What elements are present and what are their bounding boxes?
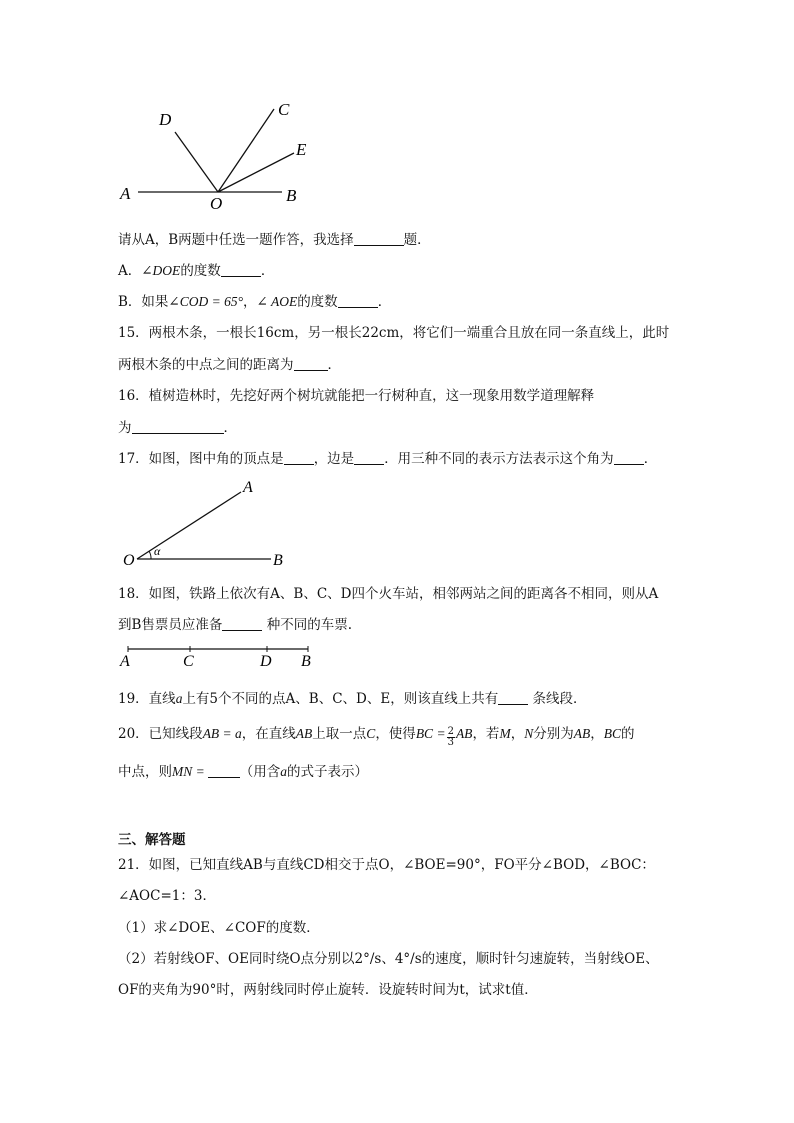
q17-text: 17．如图，图中角的顶点是 — [118, 451, 284, 467]
length-16: 16cm — [256, 325, 295, 341]
option-b-text: 的度数 — [297, 294, 338, 310]
ray-od — [175, 132, 218, 192]
answer-blank — [614, 463, 644, 465]
angle-arc — [149, 551, 151, 559]
label-a: A — [120, 184, 131, 203]
option-a-end: ． — [260, 263, 275, 279]
option-a-text: 的度数 — [180, 263, 221, 279]
q15-text: ，将它们一端重合且放在同一条直线上，此时 — [399, 325, 670, 341]
ray-oe — [218, 153, 294, 192]
figure-angle-aob — [115, 475, 295, 570]
q14-prompt-text: 请从A，B两题中任选一题作答，我选择 — [118, 232, 354, 248]
var-mn: MN = — [172, 764, 205, 779]
figure-railway-stations — [115, 640, 325, 672]
q18-text: 到B售票员应准备 — [118, 617, 223, 633]
angle-aoe: ∠ AOE — [256, 294, 298, 309]
q18-line2 — [118, 613, 352, 633]
q15-text: ，另一根长 — [294, 325, 362, 341]
frac-den: 3 — [447, 737, 454, 748]
q20-text: 的 — [620, 726, 635, 742]
q18-text: 种不同的车票. — [262, 617, 353, 633]
q20-text: ， — [590, 726, 604, 742]
q21-line4: （2）若射线OF、OE同时绕O点分别以2°/s、4°/s的速度，顺时针匀速旋转，当射线OE、 — [118, 951, 659, 967]
label-e: E — [296, 140, 307, 159]
q17-text: ．用三种不同的表示方法表示这个角为 — [384, 451, 614, 467]
label-a: A — [243, 479, 253, 496]
label-o: O — [123, 552, 135, 569]
q17-text: ，边是 — [313, 451, 355, 467]
answer-blank — [284, 463, 314, 465]
answer-blank — [208, 776, 240, 778]
section-title: 三、解答题 — [118, 832, 186, 848]
answer-blank — [354, 463, 384, 465]
label-c: C — [183, 653, 194, 670]
q16-text: 16．植树造林时，先挖好两个树坑就能把一行树种直，这一现象用数学道理解释 — [118, 388, 595, 404]
label-d: D — [159, 110, 172, 129]
label-b: B — [273, 552, 283, 569]
q20-text: 20．已知线段 — [118, 726, 203, 742]
angle-cod: ∠COD = 65° — [168, 294, 243, 309]
q20-text: 上取一点 — [312, 726, 367, 742]
q19-text: 上有5个不同的点A、B、C、D、E，则该直线上共有 — [182, 691, 499, 707]
eq-ab-a: AB = a — [202, 726, 242, 741]
length-22: 22cm — [361, 325, 400, 341]
var-ab: AB — [573, 726, 591, 741]
q20-text: （用含 — [239, 764, 281, 780]
var-n: N — [524, 726, 534, 741]
q16-line2 — [118, 416, 237, 436]
var-c: C — [366, 726, 376, 741]
label-d: D — [260, 653, 272, 670]
frac-num: 2 — [447, 726, 454, 737]
fraction-two-thirds — [447, 727, 455, 748]
q15-line2 — [118, 353, 341, 373]
option-b-label: B．如果 — [118, 294, 169, 310]
label-b: B — [286, 186, 297, 205]
q14-prompt — [118, 228, 431, 248]
q20-text: 中点，则 — [118, 764, 172, 780]
q20-text: ， — [510, 726, 525, 742]
ray-oa — [137, 492, 241, 559]
answer-blank — [338, 306, 378, 308]
label-a: A — [120, 653, 130, 670]
q19-text — [118, 687, 587, 707]
answer-blank — [354, 244, 404, 246]
var-ab: AB — [455, 726, 473, 741]
q20-text: 的式子表示） — [287, 764, 368, 780]
q16-line1 — [118, 384, 594, 404]
q14-option-b — [118, 290, 391, 310]
var-a: a — [175, 691, 183, 706]
q18-line1 — [118, 582, 658, 602]
q15-line1 — [118, 321, 669, 341]
label-o: O — [210, 194, 223, 213]
q18-text: 18．如图，铁路上依次有A、B、C、D四个火车站，相邻两站之间的距离各不相同，则从A — [118, 586, 659, 602]
q14-option-a — [118, 259, 274, 279]
var-bc: BC — [603, 726, 621, 741]
q20-text: ，若 — [472, 726, 500, 742]
q19-text: 条线段． — [528, 691, 587, 707]
q16-text: 为 — [118, 420, 132, 436]
answer-blank — [221, 275, 261, 277]
q21-line5: OF的夹角为90°时，两射线同时停止旋转．设旋转时间为t，试求t值． — [118, 982, 538, 998]
var-a: a — [280, 764, 287, 779]
q20-text: ，在直线 — [241, 726, 296, 742]
answer-blank — [294, 369, 328, 371]
q16-end: ． — [223, 420, 237, 436]
q21-line3: （1）求∠DOE、∠COF的度数． — [118, 920, 320, 936]
q20-line2 — [118, 760, 368, 780]
q17-end: ． — [643, 451, 658, 467]
q15-text: 两根木条的中点之间的距离为 — [118, 357, 294, 373]
option-b-end: ． — [377, 294, 392, 310]
var-ab: AB — [295, 726, 313, 741]
var-bc: BC = — [415, 726, 446, 741]
angle-doe: ∠DOE — [141, 263, 181, 278]
q14-prompt-end: 题． — [403, 232, 431, 248]
q19-text: 19．直线 — [118, 691, 176, 707]
q15-end: ． — [327, 357, 341, 373]
answer-blank — [498, 703, 528, 705]
q21-line1: 21．如图，已知直线AB与直线CD相交于点O，∠BOE=90°，FO平分∠BOD，∠BOC： — [118, 857, 655, 873]
q15-text: 15．两根木条，一根长 — [118, 325, 257, 341]
q17-text — [118, 447, 657, 467]
var-m: M — [499, 726, 511, 741]
q20-text: 分别为 — [533, 726, 574, 742]
answer-blank — [132, 432, 224, 434]
q21-line2: ∠AOC=1：3． — [118, 888, 216, 904]
label-c: C — [278, 100, 290, 119]
ray-oc — [218, 109, 274, 192]
q20-text: ，使得 — [375, 726, 416, 742]
figure-angles-doe — [110, 95, 330, 215]
option-a-label: A． — [118, 263, 142, 279]
answer-blank — [222, 629, 262, 631]
sep: ， — [243, 294, 257, 310]
q20-line1 — [118, 722, 634, 748]
label-b: B — [301, 653, 311, 670]
label-alpha: α — [154, 544, 161, 558]
